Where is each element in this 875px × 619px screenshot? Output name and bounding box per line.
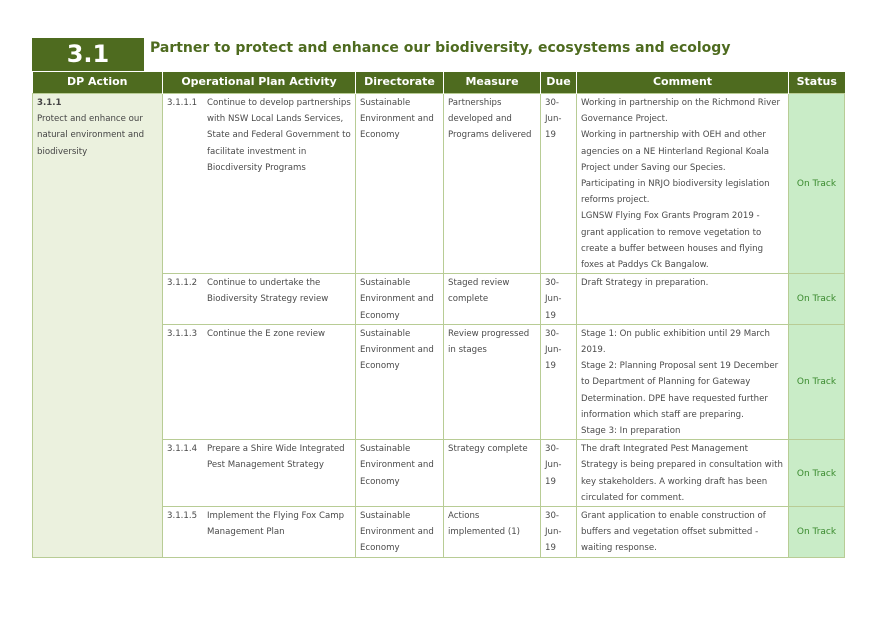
- column-header-dp-action: DP Action: [33, 72, 163, 94]
- dp-action-code: 3.1.1: [37, 98, 62, 108]
- status-badge: On Track: [789, 440, 845, 507]
- activity-number: 3.1.1.1: [167, 98, 198, 108]
- directorate-cell: Sustainable Environment and Economy: [356, 94, 444, 274]
- measure-cell: Actions implemented (1): [444, 507, 541, 558]
- due-cell: 30-Jun-19: [541, 440, 577, 507]
- comment-cell: [577, 94, 789, 274]
- table-row: [33, 94, 845, 274]
- column-header-status: Status: [789, 72, 845, 94]
- activity-number: 3.1.1.4: [167, 444, 198, 455]
- activity-number: 3.1.1.3: [167, 328, 198, 339]
- section-header: [32, 38, 844, 71]
- due-cell: 30-Jun-19: [541, 274, 577, 325]
- dp-action-cell: [33, 94, 163, 558]
- comment-cell: [577, 274, 789, 325]
- measure-cell: Staged review complete: [444, 274, 541, 325]
- section-number-badge: 3.1: [32, 38, 144, 71]
- directorate-cell: Sustainable Environment and Economy: [356, 507, 444, 558]
- measure-cell: Partnerships developed and Programs delivered: [444, 94, 541, 274]
- measure-cell: Strategy complete: [444, 440, 541, 507]
- comment-cell: [577, 440, 789, 507]
- measure-cell: Review progressed in stages: [444, 324, 541, 439]
- activity-cell: [163, 324, 356, 439]
- activity-text: Continue the E zone review: [207, 328, 326, 339]
- comment-line: The draft Integrated Pest Management Strategy is being prepared in consultation with key stakeholders. A working draft has been circulated for comment.: [581, 444, 783, 503]
- comment-line: Stage 3: In preparation: [581, 426, 681, 437]
- comment-line: Participating in NRJO biodiversity legislation reforms project.: [581, 179, 770, 206]
- directorate-cell: Sustainable Environment and Economy: [356, 440, 444, 507]
- directorate-cell: Sustainable Environment and Economy: [356, 274, 444, 325]
- comment-line: Working in partnership on the Richmond River Governance Project.: [581, 98, 781, 125]
- status-badge: On Track: [789, 324, 845, 439]
- due-cell: 30-Jun-19: [541, 94, 577, 274]
- column-header-measure: Measure: [444, 72, 541, 94]
- comment-line: LGNSW Flying Fox Grants Program 2019 - grant application to remove vegetation to create a buffer between houses and flying foxes at Paddys Ck Bangalow.: [581, 211, 764, 271]
- table-header-row: [33, 72, 845, 94]
- section-title: Partner to protect and enhance our biodiversity, ecosystems and ecology: [150, 40, 731, 56]
- activity-cell: [163, 274, 356, 325]
- activity-text: Continue to undertake the Biodiversity Strategy review: [207, 278, 329, 305]
- column-header-comment: Comment: [577, 72, 789, 94]
- column-header-directorate: Directorate: [356, 72, 444, 94]
- activity-text: Implement the Flying Fox Camp Management Plan: [207, 511, 345, 538]
- comment-line: Draft Strategy in preparation.: [581, 278, 709, 289]
- comment-cell: [577, 324, 789, 439]
- comment-line: Grant application to enable construction of buffers and vegetation offset submitted - waiting response.: [581, 511, 766, 554]
- comment-cell: [577, 507, 789, 558]
- activity-cell: [163, 440, 356, 507]
- status-badge: On Track: [789, 507, 845, 558]
- due-cell: 30-Jun-19: [541, 507, 577, 558]
- directorate-cell: Sustainable Environment and Economy: [356, 324, 444, 439]
- comment-line: Stage 1: On public exhibition until 29 March 2019.: [581, 328, 770, 356]
- activity-number: 3.1.1.5: [167, 511, 198, 522]
- activity-cell: [163, 507, 356, 558]
- column-header-due: Due: [541, 72, 577, 94]
- comment-line: Working in partnership with OEH and other agencies on a NE Hinterland Regional Koala Project under Saving our Species.: [581, 130, 770, 173]
- dp-action-text: Protect and enhance our natural environment and biodiversity: [37, 114, 145, 157]
- status-badge: On Track: [789, 94, 845, 274]
- activity-text: Prepare a Shire Wide Integrated Pest Management Strategy: [207, 444, 345, 471]
- column-header-activity: Operational Plan Activity: [163, 72, 356, 94]
- comment-line: Stage 2: Planning Proposal sent 19 December to Department of Planning for Gateway Determination. DPE have requested further information which staff are preparing.: [581, 361, 779, 420]
- operational-plan-table: [32, 72, 845, 558]
- status-badge: On Track: [789, 274, 845, 325]
- activity-cell: [163, 94, 356, 274]
- due-cell: 30-Jun-19: [541, 324, 577, 439]
- activity-number: 3.1.1.2: [167, 278, 198, 289]
- activity-text: Continue to develop partnerships with NSW Local Lands Services, State and Federal Government to facilitate investment in Biocdiversity Programs: [207, 98, 351, 173]
